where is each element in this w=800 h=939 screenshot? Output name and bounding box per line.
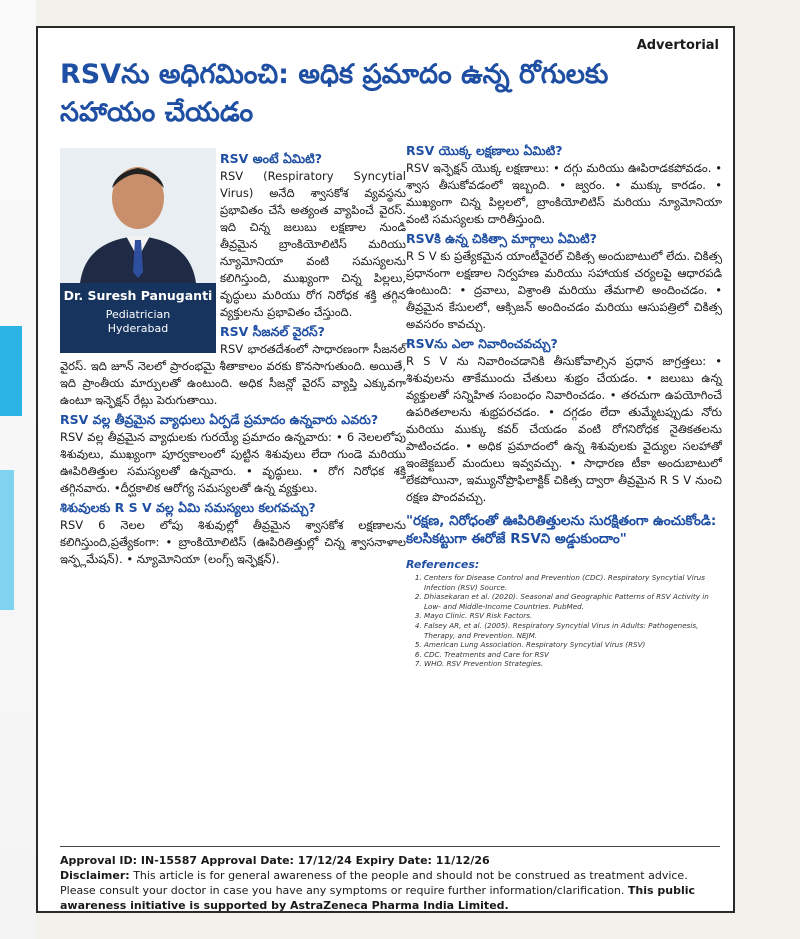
section-body: RSV (Respiratory Syncytial Virus) అనేది శ్వాసకోశ వ్యవస్థను ప్రభావితం చేసే అత్యంత వ్యాపించే వైరస్. ఇది చిన్న జలుబు లక్షణాల నుండి తీవ్రమైన బ్రాంకియోలిటిస్ మరియు న్యూమోనియా వంటి సమస్యలను కలిగిస్తుంది, ముఖ్యంగా చిన్న పిల్లలు, వృద్ధులు మరియు రోగ నిరోధక శక్తి తగ్గిన వ్యక్తులను ప్రభావితం చేస్తుంది. bbox=[220, 169, 406, 319]
section-body: R S V ను నివారించడానికి తీసుకోవాల్సిన ప్రధాన జాగ్రత్తలు: • శిశువులను తాకేముందు చేతులు శుభ్రం చేయడం. • జలుబు ఉన్న వ్యక్తులతో సన్నిహిత సంబంధం నివారించడం. • తరచుగా ఉపయోగించే ఉపరితలాలను శుభ్రపరచడం. • దగ్గడం లేదా తుమ్మేటప్పుడు నోరు మరియు ముక్కు కవర్ చేయడం వంటి రోగనిరోధక నైతికతలను పాటించడం. • అధిక ప్రమాదంలో ఉన్న శిశువులకు వైద్యుల సలహాతో ఇంజెక్టబుల్ మందులు ఇవ్వవచ్చు. • సాధారణ టీకా అందుబాటులో లేకపోయినా, ఇమ్యునోప్రొఫిలాక్టిక్ చికిత్స ద్వారా తీవ్రమైన R S V నుంచి రక్షణ పొందవచ్చు. bbox=[406, 354, 722, 504]
section-heading: RSV అంటే ఏమిటి? bbox=[220, 151, 323, 166]
references-list bbox=[406, 573, 722, 669]
doctor-city: Hyderabad bbox=[107, 322, 169, 335]
photo-float-spacer bbox=[60, 148, 220, 354]
section-heading: RSV వల్ల తీవ్రమైన వ్యాధులు ఏర్పడే ప్రమాదం ఉన్నవారు ఎవరు? bbox=[60, 412, 379, 427]
disclaimer-label: Disclaimer: bbox=[60, 869, 130, 882]
section-heading: RSVకి ఉన్న చికిత్సా మార్గాలు ఏమిటి? bbox=[406, 231, 597, 246]
edge-light-blue-strip bbox=[0, 470, 14, 610]
left-column bbox=[60, 148, 406, 570]
reference-item: 1. Centers for Disease Control and Prevention (CDC). Respiratory Syncytial Virus Infection (RSV) Source. bbox=[424, 573, 722, 592]
section-heading: RSV సీజనల్ వైరస్? bbox=[220, 324, 325, 339]
approval-line: Approval ID: IN-15587 Approval Date: 17/12/24 Expiry Date: 11/12/26 bbox=[60, 854, 490, 867]
section-heading: శిశువులకు R S V వల్ల ఏమి సమస్యలు కలగవచ్చు? bbox=[60, 500, 316, 515]
edge-blue-strip bbox=[0, 326, 22, 416]
right-column bbox=[406, 140, 722, 669]
reference-item: 6. CDC. Treatments and Care for RSV bbox=[424, 650, 722, 660]
advertorial-page bbox=[36, 26, 735, 913]
section-heading: RSV యొక్క లక్షణాలు ఏమిటి? bbox=[406, 143, 563, 158]
doctor-specialty: Pediatrician bbox=[105, 308, 171, 321]
reference-item: 3. Mayo Clinic. RSV Risk Factors. bbox=[424, 611, 722, 621]
reference-item: 5. American Lung Association. Respiratory Syncytial Virus (RSV) bbox=[424, 640, 722, 650]
section-body: R S V కు ప్రత్యేకమైన యాంటీవైరల్ చికిత్స అందుబాటులో లేదు. చికిత్స ప్రధానంగా లక్షణాల నిర్వహణ మరియు సహాయక చర్యలపై ఆధారపడి ఉంటుంది: • ద్రవాలు, విశ్రాంతి మరియు తేమగాలి అందించడం. • తీవ్రమైన కేసులలో, ఆక్సిజన్ అందించడం మరియు ఆసుపత్రిలో చికిత్స అవసరం కావచ్చు. bbox=[406, 249, 722, 331]
campaign-quote: "రక్షణ, నిరోధంతో ఊపిరితిత్తులను సురక్షితంగా ఉంచుకోండి: కలసికట్టుగా ఈరోజే RSVని అడ్డుకుందాం" bbox=[406, 513, 717, 547]
disclaimer-body: This article is for general awareness of the people and should not be construed as treatment advice. Please consult your doctor in case you have any symptoms or require further information/clarification. bbox=[60, 869, 688, 897]
reference-item: 4. Falsey AR, et al. (2005). Respiratory Syncytial Virus in Adults: Pathogenesis, Therapy, and Prevention. NEJM. bbox=[424, 621, 722, 640]
support-statement: This public awareness initiative is supported by AstraZeneca Pharma India Limited. bbox=[60, 884, 696, 912]
reference-item: 7. WHO. RSV Prevention Strategies. bbox=[424, 659, 722, 669]
section-heading: RSVను ఎలా నివారించవచ్చు? bbox=[406, 336, 558, 351]
section-body: RSV భారతదేశంలో సాధారణంగా సీజనల్ వైరస్. ఇది జూన్ నెలలో ప్రారంభమై శీతాకాలం వరకు కొనసాగుతుంది. అయితే, ఇది ప్రాంతీయ మార్పులతో ఉంటుంది. అధిక సీజన్లో వైరస్ వ్యాప్తి ఎక్కువగా ఉంటూ ఇన్ఫెక్షన్ రేట్లు పెరుగుతాయి. bbox=[60, 342, 406, 407]
section-body: RSV 6 నెలల లోపు శిశువుల్లో తీవ్రమైన శ్వాసకోశ లక్షణాలను కలిగిస్తుంది,ప్రత్యేకంగా: • బ్రాంకియోలిటిస్ (ఊపిరితిత్తుల్లో చిన్న శ్వాసనాళాల ఇన్ఫ్లమేషన్). • న్యూమోనియా (లంగ్స్ ఇన్ఫెక్షన్). bbox=[60, 518, 406, 566]
advertorial-label: Advertorial bbox=[636, 38, 719, 53]
section-body: RSV వల్ల తీవ్రమైన వ్యాధులకు గురయ్యే ప్రమాదం ఉన్నవారు: • 6 నెలలలోపు శిశువులు, ముఖ్యంగా పూర్వకాలంలో పుట్టిన శిశువులు లేదా గుండె మరియు ఊపిరితిత్తుల సమస్యలతో ఉన్నవారు. • వృద్ధులు. • రోగ నిరోధక శక్తి తగ్గినవారు. •దీర్ఘకాలిక ఆరోగ్య సమస్యలతో ఉన్న వ్యక్తులు. bbox=[60, 430, 406, 495]
page-title: RSVను అధిగమించి: అధిక ప్రమాదం ఉన్న రోగులకు సహాయం చేయడం bbox=[60, 59, 609, 128]
reference-item: 2. Dhiasekaran et al. (2020). Seasonal and Geographic Patterns of RSV Activity in Low- and Middle-Income Countries. PubMed. bbox=[424, 592, 722, 611]
doctor-name: Dr. Suresh Panuganti bbox=[63, 288, 213, 303]
references-heading: References: bbox=[406, 558, 480, 571]
left-page-edge bbox=[0, 0, 36, 939]
section-body: RSV ఇన్ఫెక్షన్ యొక్క లక్షణాలు: • దగ్గు మరియు ఊపిరాడకపోవడం. • శ్వాస తీసుకోవడంలో ఇబ్బంది. • జ్వరం. • ముక్కు కారడం. • ముఖ్యంగా చిన్న పిల్లలలో, బ్రాంకియోలిటిస్ మరియు న్యూమోనియా వంటి సమస్యలకు దారితీస్తుంది. bbox=[406, 161, 722, 226]
footer bbox=[60, 846, 720, 913]
disclaimer-text bbox=[60, 868, 720, 913]
